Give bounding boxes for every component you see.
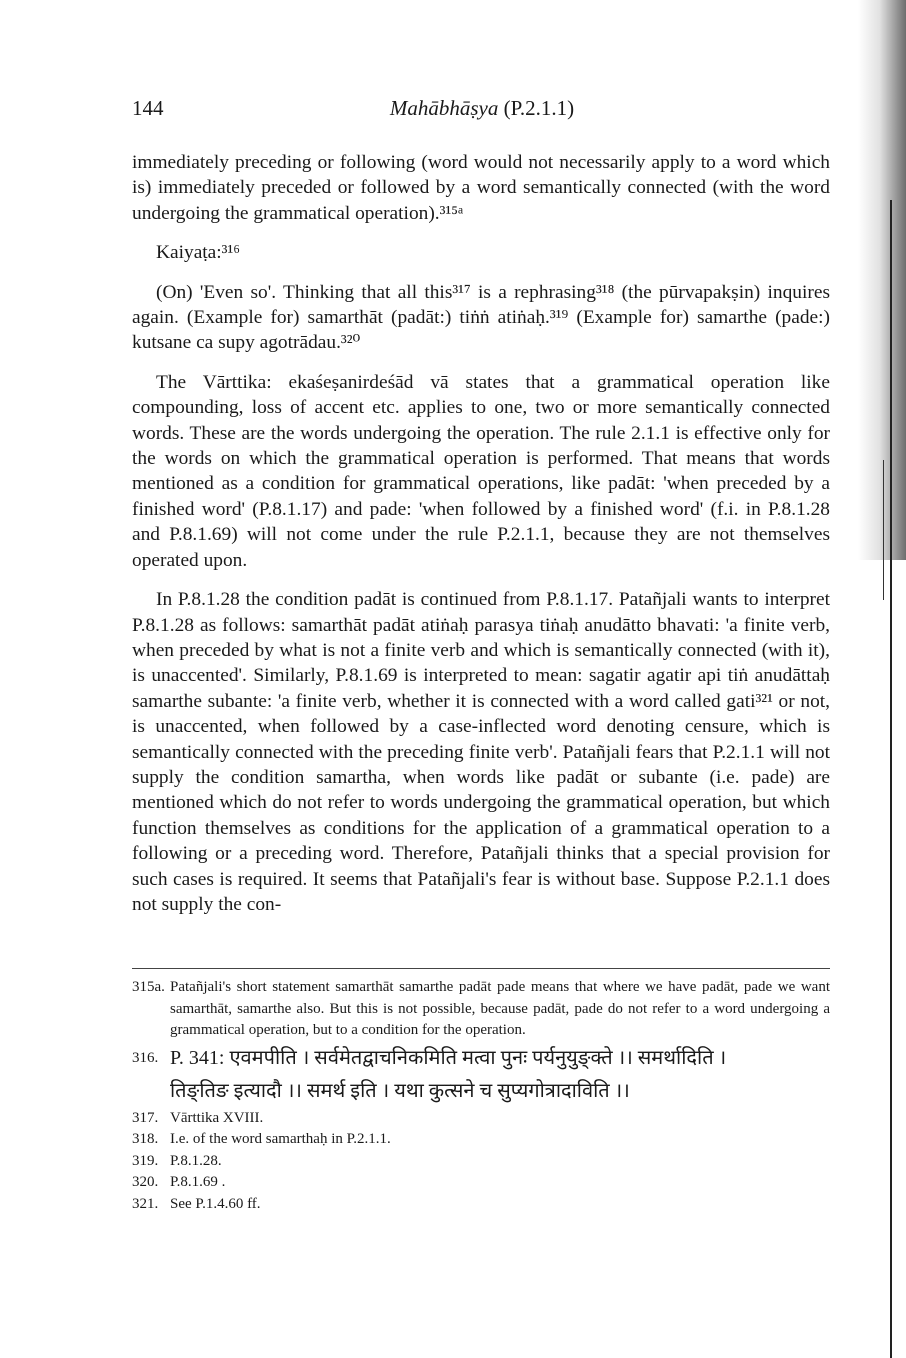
footnote-316-continuation [132, 1074, 830, 1108]
paragraph-kaiyata-heading [132, 240, 830, 265]
footnote-text: I.e. of the word samarthaḥ in P.2.1.1. [170, 1131, 391, 1147]
footnote-318 [132, 1129, 830, 1151]
footnote-text: Vārttika XVIII. [170, 1109, 264, 1126]
footnote-separator [132, 968, 830, 969]
footnote-321 [132, 1194, 830, 1216]
footnote-319 [132, 1151, 830, 1173]
footnote-number: 317. [132, 1109, 159, 1126]
footnotes [132, 977, 830, 1215]
footnote-text: P.8.1.28. [170, 1152, 222, 1169]
footnote-number: 318. [132, 1131, 159, 1147]
page-number: 144 [132, 96, 164, 120]
footnote-320 [132, 1172, 830, 1194]
running-title-work: Mahābhāṣya [389, 96, 499, 120]
binding-edge-line-secondary [883, 460, 884, 600]
paragraph-varttika-explanation: The Vārttika: ekaśeṣanirdeśād vā states that a grammatical operation like compounding, loss of accent etc. applies to one, two or more semantically connected words. These are the words undergoing the operation. The rule 2.1.1 is effective only for the words on which the grammatical operation is performed. That means that words mentioned as a condition for grammatical operations, like padāt: 'when preceded by a finished word' (P.8.1.17) and pade: 'when followed by a finished word' (f.i. in P.8.1.28 and P.8.1.69) will not come under the rule P.2.1.1, because they are not themselves operated upon. [132, 371, 830, 571]
footnote-text: Patañjali's short statement samarthāt samarthe padāt pade means that where we have padāt, pade we want samarthāt, samarthe also. But this is not possible, because padāt, pade do not refer to a word undergoing a grammatical operation, but to a condition for the operation. [170, 979, 830, 1038]
kaiyata-heading: Kaiyaṭa:³¹⁶ [156, 242, 241, 264]
paragraph-p8128-interpretation: In P.8.1.28 the condition padāt is continued from P.8.1.17. Patañjali wants to interpret P.8.1.28 as follows: samarthāt padāt atiṅaḥ parasya tiṅaḥ anudātto bhavati: 'a finite verb, when preceded by what is not a finite verb and which is semantically connected (with it), is unaccented'. Similarly, P.8.1.69 is interpreted to mean: sagatir agatir api tiṅ anudāttaḥ samarthe subante: 'a finite verb, whether it is connected with a word called gati³²¹ or not, is unaccented, when followed by a case-inflected word denoting censure, which is semantically connected with the preceding finite verb'. Patañjali fears that P.2.1.1 will not supply the condition samartha, when words like padāt or subante (i.e. pade) are mentioned which do not refer to words undergoing the grammatical operation, but which function themselves as conditions for the application of a grammatical operation to a following or a preceding word. Therefore, Patañjali thinks that a special provision for such cases is required. It seems that Patañjali's fear is without base. Suppose P.2.1.1 does not supply the con- [132, 589, 830, 915]
footnote-number: 320. [132, 1174, 159, 1190]
running-header [132, 96, 832, 126]
binding-shadow [858, 0, 906, 560]
footnote-text: See P.1.4.60 ff. [170, 1195, 261, 1212]
footnote-317 [132, 1108, 830, 1130]
binding-edge-line [890, 200, 892, 1358]
paragraph-continuation: immediately preceding or following (word would not necessarily apply to a word which is) immediately preceded or followed by a word semantically connected (with the word undergoing the grammatical operation).³¹⁵ᵃ [132, 152, 830, 224]
paragraph-kaiyata-commentary: (On) 'Even so'. Thinking that all this³¹⁷ is a rephrasing³¹⁸ (the pūrvapakṣin) inquires again. (Example for) samarthāt (padāt:) tiṅṅ atiṅaḥ.³¹⁹ (Example for) samarthe (pade:) kutsane ca supy agotrādau.³²⁰ [132, 281, 830, 354]
footnote-number: 319. [132, 1152, 159, 1169]
footnote-number: 315a. [132, 979, 165, 995]
footnote-number: 321. [132, 1195, 159, 1212]
footnote-sanskrit-line-1: P. 341: एवमपीति । सर्वमेतद्वाचनिकमिति मत्वा पुनः पर्यनुयुङ्क्ते ।। समर्थादिति । [170, 1046, 727, 1069]
footnote-316 [132, 1042, 830, 1074]
footnote-text: P.8.1.69 . [170, 1174, 226, 1190]
footnote-315a [132, 977, 830, 1042]
main-text [132, 150, 830, 917]
running-title-rule: (P.2.1.1) [503, 96, 575, 120]
footnote-number: 316. [132, 1049, 159, 1066]
footnote-sanskrit-line-2: तिङ्तिङ इत्यादौ ।। समर्थ इति । यथा कुत्सने च सुप्यगोत्रादाविति ।। [170, 1079, 630, 1102]
running-title [132, 96, 832, 121]
